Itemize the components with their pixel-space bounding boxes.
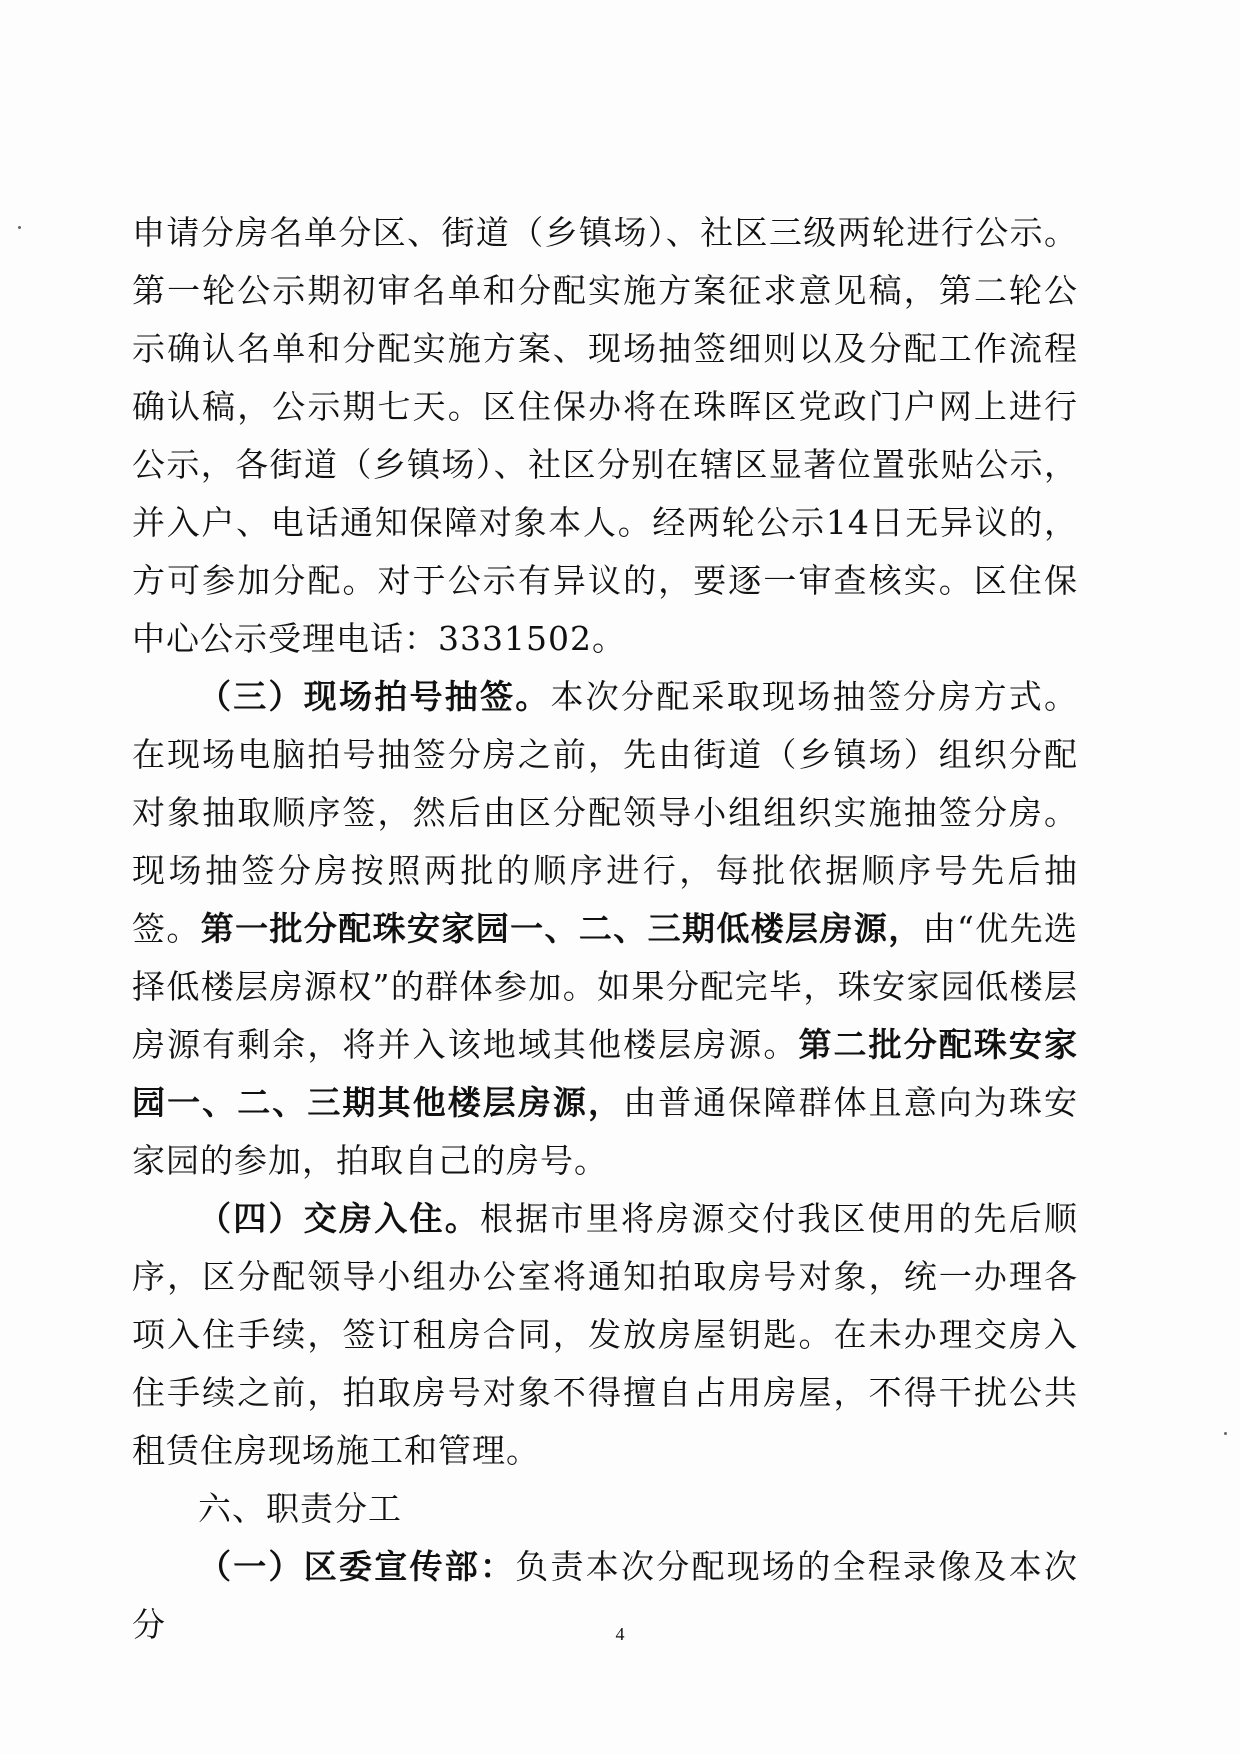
section-heading-move-in: （四）交房入住。 (198, 1199, 480, 1238)
lottery-batch-2: 第二批分配珠安家园一、二、三期其他楼层房源， (132, 1025, 1079, 1122)
lottery-text-2: 由“优先选择低楼层房源权”的群体参加。如果分配完毕，珠安家园低楼层房源有剩余，将并入该地域其他楼层房源。 (132, 909, 1078, 1064)
scan-artifact (18, 226, 21, 229)
paragraph-move-in (132, 1190, 1078, 1480)
section-heading-lottery: （三）现场拍号抽签。 (198, 677, 551, 716)
document-body (132, 204, 1078, 1654)
lottery-batch-1: 第一批分配珠安家园一、二、三期低楼层房源， (200, 909, 923, 948)
lottery-text-3: 由普通保障群体且意向为珠安家园的参加，拍取自己的房号。 (132, 1083, 1079, 1180)
move-in-text: 根据市里将房源交付我区使用的先后顺序，区分配领导小组办公室将通知拍取房号对象，统一办理各项入住手续，签订租房合同，发放房屋钥匙。在未办理交房入住手续之前，拍取房号对象不得擅自占用房屋，不得干扰公共租赁住房现场施工和管理。 (132, 1199, 1078, 1470)
page-number: 4 (615, 1624, 625, 1644)
publicity-dept-text: 负责本次分配现场的全程录像及本次分 (132, 1547, 1078, 1644)
section-heading-publicity-dept: （一）区委宣传部： (198, 1547, 516, 1586)
lottery-text-1: 本次分配采取现场抽签分房方式。在现场电脑拍号抽签分房之前，先由街道（乡镇场）组织分配对象抽取顺序签，然后由区分配领导小组组织实施抽签分房。现场抽签分房按照两批的顺序进行，每批依据顺序号先后抽签。 (132, 677, 1078, 948)
paragraph-publicity: 申请分房名单分区、街道（乡镇场）、社区三级两轮进行公示。第一轮公示期初审名单和分配实施方案征求意见稿，第二轮公示确认名单和分配实施方案、现场抽签细则以及分配工作流程确认稿，公示期七天。区住保办将在珠晖区党政门户网上进行公示，各街道（乡镇场）、社区分别在辖区显著位置张贴公示，并入户、电话通知保障对象本人。经两轮公示14日无异议的，方可参加分配。对于公示有异议的，要逐一审查核实。区住保中心公示受理电话：3331502。 (132, 213, 1078, 658)
section-title-responsibilities: 六、职责分工 (198, 1489, 402, 1528)
paragraph-lottery (132, 668, 1078, 1190)
scan-artifact (1224, 1432, 1227, 1435)
